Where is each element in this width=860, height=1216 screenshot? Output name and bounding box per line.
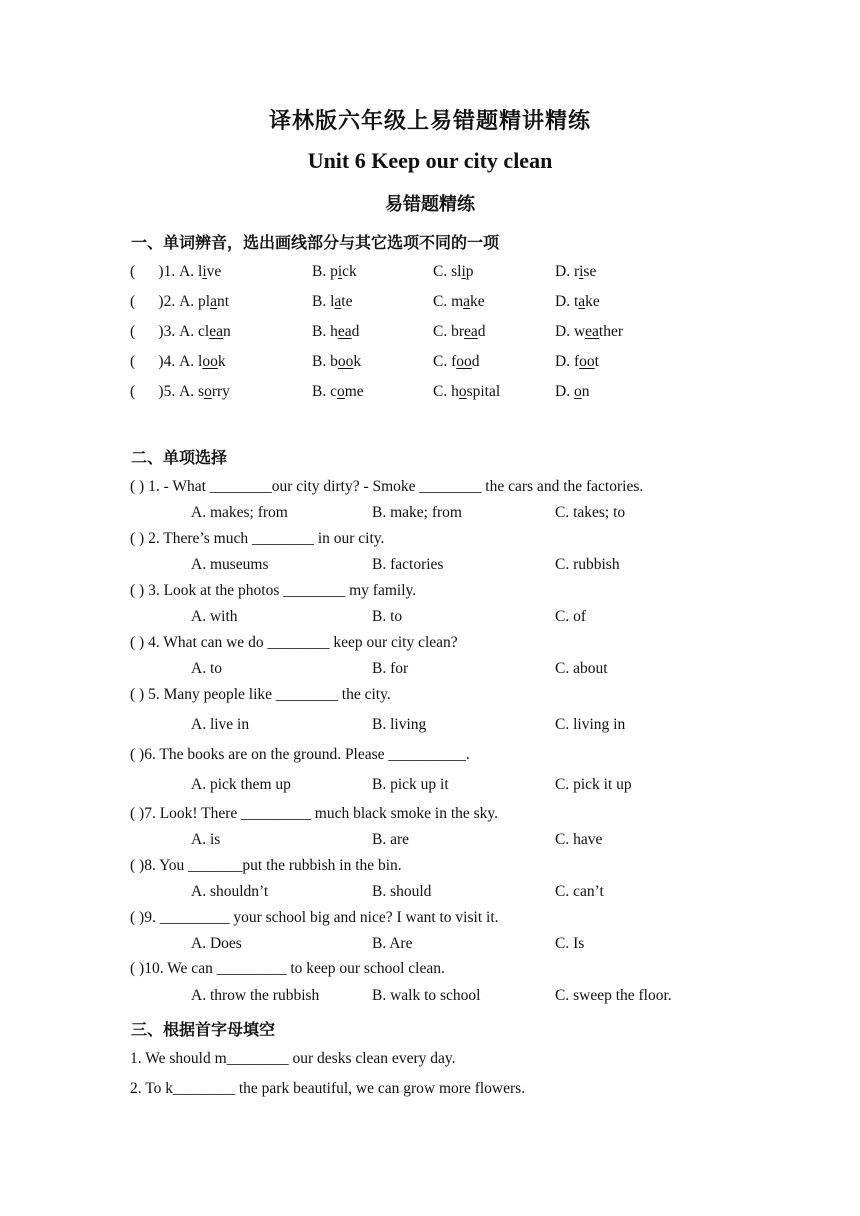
option-b: B. living	[372, 716, 427, 733]
word-part: C. sl	[433, 263, 462, 280]
option-c: C. can’t	[555, 883, 604, 900]
word-part: D. t	[555, 293, 579, 310]
option-d	[555, 383, 589, 401]
option-a	[130, 263, 221, 281]
option-c: C. sweep the floor.	[555, 987, 672, 1004]
page-title-chinese: 译林版六年级上易错题精讲精练	[268, 108, 591, 133]
underlined-letters: oo	[202, 353, 218, 370]
option-a: A. pick them up	[191, 776, 291, 793]
word-part: rry	[211, 383, 230, 400]
word-part: ck	[342, 263, 357, 280]
underlined-letters: a	[463, 293, 471, 310]
option-c: C. about	[555, 660, 608, 677]
option-c	[433, 383, 500, 401]
underlined-letters: i	[579, 263, 584, 280]
question-text: ( ) 1. - What ________our city dirty? - Smoke ________ the cars and the factories.	[130, 478, 644, 495]
underlined-letters: ea	[209, 323, 223, 340]
option-b: B. walk to school	[372, 987, 481, 1004]
underlined-letters: oo	[579, 353, 595, 370]
option-b	[312, 383, 364, 401]
question-text: ( ) 3. Look at the photos ________ my family.	[130, 582, 417, 599]
option-b: B. are	[372, 831, 410, 848]
word-part: l	[198, 353, 203, 370]
option-a: A. Does	[191, 935, 242, 952]
option-a: A. is	[191, 831, 221, 848]
option-a	[130, 293, 229, 311]
underlined-letters: i	[337, 263, 343, 280]
option-a	[130, 383, 230, 401]
option-d	[555, 353, 599, 371]
question-text: ( ) 2. There’s much ________ in our city.	[130, 530, 385, 547]
word-part: k	[353, 353, 362, 370]
word-part: ke	[470, 293, 485, 310]
question-number: ( )1. A.	[130, 263, 199, 280]
question-text: ( )6. The books are on the ground. Please __________.	[130, 746, 470, 763]
question-number: ( )3. A.	[130, 323, 199, 340]
question-number: ( )4. A.	[130, 353, 199, 370]
option-b: B. Are	[372, 935, 413, 952]
section-3-heading: 三、根据首字母填空	[131, 1022, 276, 1039]
question-number: ( )5. A.	[130, 383, 199, 400]
word-part: d	[471, 353, 480, 370]
underlined-letters: o	[204, 383, 212, 400]
word-part: ke	[585, 293, 600, 310]
word-part: s	[198, 383, 205, 400]
option-b: B. should	[372, 883, 432, 900]
underlined-letters: o	[458, 383, 467, 400]
option-a: A. with	[191, 608, 238, 625]
word-part: C. br	[433, 323, 464, 340]
option-c: C. Is	[555, 935, 585, 952]
section-2-heading: 二、单项选择	[131, 450, 228, 467]
underlined-letters: a	[334, 293, 342, 310]
word-part: B. l	[312, 293, 335, 310]
word-part: ve	[206, 263, 222, 280]
underlined-letters: a	[210, 293, 217, 310]
option-a	[130, 323, 231, 341]
underlined-letters: o	[336, 383, 345, 400]
fill-in-item: 2. To k________ the park beautiful, we can grow more flowers.	[130, 1080, 526, 1097]
word-part: d	[351, 323, 360, 340]
option-a: A. shouldn’t	[191, 883, 269, 900]
option-b	[312, 353, 361, 371]
underlined-letters: oo	[456, 353, 472, 370]
word-part: spital	[466, 383, 501, 400]
word-part: B. p	[312, 263, 338, 280]
word-part: pl	[198, 293, 211, 310]
option-a: A. throw the rubbish	[191, 987, 320, 1004]
underlined-letters: i	[461, 263, 466, 280]
option-b: B. factories	[372, 556, 444, 573]
word-part: n	[222, 323, 231, 340]
option-c: C. takes; to	[555, 504, 626, 521]
option-b: B. for	[372, 660, 409, 677]
underlined-letters: ea	[585, 323, 599, 340]
option-a: A. makes; from	[191, 504, 288, 521]
word-part: D.	[555, 383, 574, 400]
option-b: B. make; from	[372, 504, 462, 521]
option-d	[555, 263, 596, 281]
question-text: ( )9. _________ your school big and nice? I want to visit it.	[130, 909, 499, 926]
option-c: C. rubbish	[555, 556, 620, 573]
underlined-letters: oo	[337, 353, 354, 370]
word-part: n	[581, 383, 590, 400]
word-part: k	[217, 353, 226, 370]
fill-in-item: 1. We should m________ our desks clean every day.	[130, 1050, 456, 1067]
question-text: ( )7. Look! There _________ much black smoke in the sky.	[130, 805, 499, 822]
option-c	[433, 323, 486, 341]
option-c: C. have	[555, 831, 603, 848]
word-part: B. c	[312, 383, 337, 400]
word-part: B. b	[312, 353, 338, 370]
option-a: A. live in	[191, 716, 250, 733]
underlined-letters: ea	[464, 323, 478, 340]
option-a: A. to	[191, 660, 222, 677]
word-part: D. f	[555, 353, 580, 370]
option-c	[433, 293, 485, 311]
option-b: B. pick up it	[372, 776, 449, 793]
option-d	[555, 323, 623, 341]
underlined-letters: ea	[337, 323, 352, 340]
underlined-letters: a	[578, 293, 586, 310]
word-part: nt	[216, 293, 230, 310]
option-b	[312, 323, 359, 341]
word-part: se	[583, 263, 597, 280]
word-part: ther	[598, 323, 624, 340]
word-part: te	[341, 293, 353, 310]
word-part: cl	[198, 323, 210, 340]
word-part: p	[465, 263, 474, 280]
option-c: C. of	[555, 608, 586, 625]
word-part: C. h	[433, 383, 459, 400]
word-part: me	[344, 383, 364, 400]
question-text: ( )8. You _______put the rubbish in the bin.	[130, 857, 402, 874]
option-c	[433, 353, 480, 371]
option-d	[555, 293, 600, 311]
option-c: C. pick it up	[555, 776, 632, 793]
option-b: B. to	[372, 608, 403, 625]
word-part: D. r	[555, 263, 580, 280]
question-text: ( ) 5. Many people like ________ the city.	[130, 686, 391, 703]
option-a	[130, 353, 226, 371]
question-number: ( )2. A.	[130, 293, 199, 310]
option-b	[312, 263, 357, 281]
option-b	[312, 293, 352, 311]
underlined-letters: i	[202, 263, 207, 280]
option-c: C. living in	[555, 716, 626, 733]
word-part: B. h	[312, 323, 338, 340]
option-a: A. museums	[191, 556, 269, 573]
word-part: D. w	[555, 323, 586, 340]
word-part: l	[198, 263, 203, 280]
page-title-english: Unit 6 Keep our city clean	[307, 148, 553, 173]
underlined-letters: o	[573, 383, 582, 400]
question-text: ( ) 4. What can we do ________ keep our city clean?	[130, 634, 458, 651]
word-part: d	[477, 323, 486, 340]
word-part: C. m	[433, 293, 464, 310]
section-1-heading: 一、单词辨音，选出画线部分与其它选项不同的一项	[131, 235, 500, 252]
page-subtitle: 易错题精练	[385, 194, 475, 214]
word-part: C. f	[433, 353, 457, 370]
option-c	[433, 263, 474, 281]
question-text: ( )10. We can _________ to keep our school clean.	[130, 960, 445, 977]
word-part: t	[594, 353, 599, 370]
